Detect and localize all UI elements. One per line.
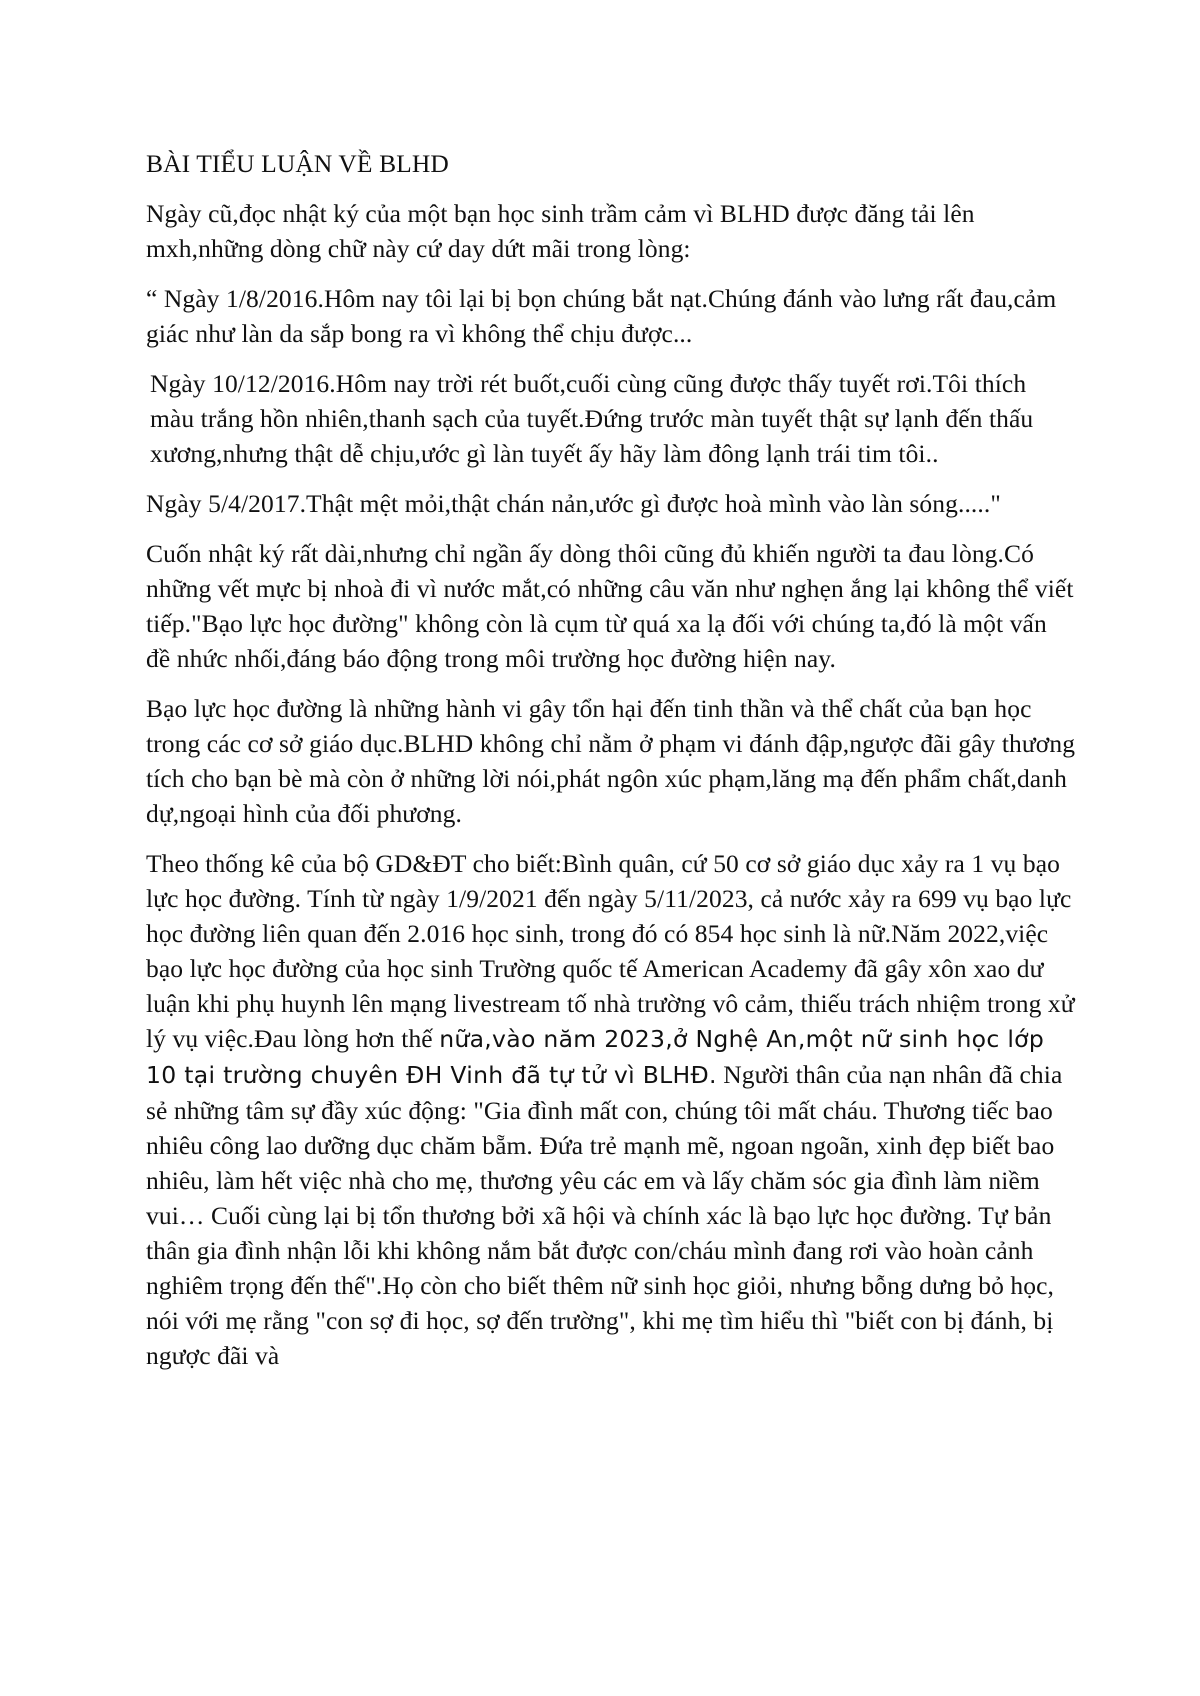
document-body xyxy=(146,146,1076,1388)
paragraph-intro: Ngày cũ,đọc nhật ký của một bạn học sinh trầm cảm vì BLHD được đăng tải lên mxh,những dòng chữ này cứ day dứt mãi trong lòng: xyxy=(146,199,975,263)
paragraph-reflection: Cuốn nhật ký rất dài,nhưng chỉ ngần ấy dòng thôi cũng đủ khiến người ta đau lòng.Có những vết mực bị nhoà đi vì nước mắt,có những câu văn như nghẹn ắng lại không thể viết tiếp."Bạo lực học đường" không còn là cụm từ quá xa lạ đối với chúng ta,đó là một vấn đề nhức nhối,đáng báo động trong môi trường học đường hiện nay. xyxy=(146,539,1074,673)
statistics-text-part2: nữa,vào năm 2023,ở Nghệ An,một nữ sinh học lớp 10 tại trường chuyên ĐH Vinh đã tự tử vì BLHĐ. xyxy=(146,1025,1045,1089)
paragraph-diary-2: Ngày 10/12/2016.Hôm nay trời rét buốt,cuối cùng cũng được thấy tuyết rơi.Tôi thích màu trắng hồn nhiên,thanh sạch của tuyết.Đứng trước màn tuyết thật sự lạnh đến thấu xương,nhưng thật dễ chịu,ước gì làn tuyết ấy hãy làm đông lạnh trái tim tôi.. xyxy=(150,369,1034,468)
paragraph-diary-1: “ Ngày 1/8/2016.Hôm nay tôi lại bị bọn chúng bắt nạt.Chúng đánh vào lưng rất đau,cảm giác như làn da sắp bong ra vì không thể chịu được... xyxy=(146,284,1057,348)
statistics-text-part3: Người thân của nạn nhân đã chia sẻ những tâm sự đầy xúc động: "Gia đình mất con, chúng tôi mất cháu. Thương tiếc bao nhiêu công lao dưỡng dục chăm bẵm. Đứa trẻ mạnh mẽ, ngoan ngoãn, xinh đẹp biết bao nhiêu, làm hết việc nhà cho mẹ, thương yêu các em và lấy chăm sóc gia đình làm niềm vui… Cuối cùng lại bị tổn thương bởi xã hội và chính xác là bạo lực học đường. Tự bản thân gia đình nhận lỗi khi không nắm bắt được con/cháu mình đang rơi vào hoàn cảnh nghiêm trọng đến thế".Họ còn cho biết thêm nữ sinh học giỏi, nhưng bỗng dưng bỏ học, nói với mẹ rằng "con sợ đi học, sợ đến trường", khi mẹ tìm hiểu thì "biết con bị đánh, bị ngược đãi và xyxy=(146,1060,1063,1370)
statistics-text-part1: Theo thống kê của bộ GD&ĐT cho biết:Bình quân, cứ 50 cơ sở giáo dục xảy ra 1 vụ bạo lực học đường. Tính từ ngày 1/9/2021 đến ngày 5/11/2023, cả nước xảy ra 699 vụ bạo lực học đường liên quan đến 2.016 học sinh, trong đó có 854 học sinh là nữ.Năm 2022,việc bạo lực học đường của học sinh Trường quốc tế American Academy đã gây xôn xao dư luận khi phụ huynh lên mạng livestream tố nhà trường vô cảm, thiếu trách nhiệm trong xử lý vụ việc.Đau lòng hơn thế xyxy=(146,849,1075,1053)
paragraph-definition: Bạo lực học đường là những hành vi gây tổn hại đến tinh thần và thể chất của bạn học trong các cơ sở giáo dục.BLHD không chỉ nằm ở phạm vi đánh đập,ngược đãi gây thương tích cho bạn bè mà còn ở những lời nói,phát ngôn xúc phạm,lăng mạ đến phẩm chất,danh dự,ngoại hình của đối phương. xyxy=(146,694,1076,828)
paragraph-statistics xyxy=(146,846,1076,1373)
document-title: BÀI TIỂU LUẬN VỀ BLHD xyxy=(146,149,449,178)
paragraph-diary-3: Ngày 5/4/2017.Thật mệt mỏi,thật chán nản,ước gì được hoà mình vào làn sóng....." xyxy=(146,489,1001,518)
